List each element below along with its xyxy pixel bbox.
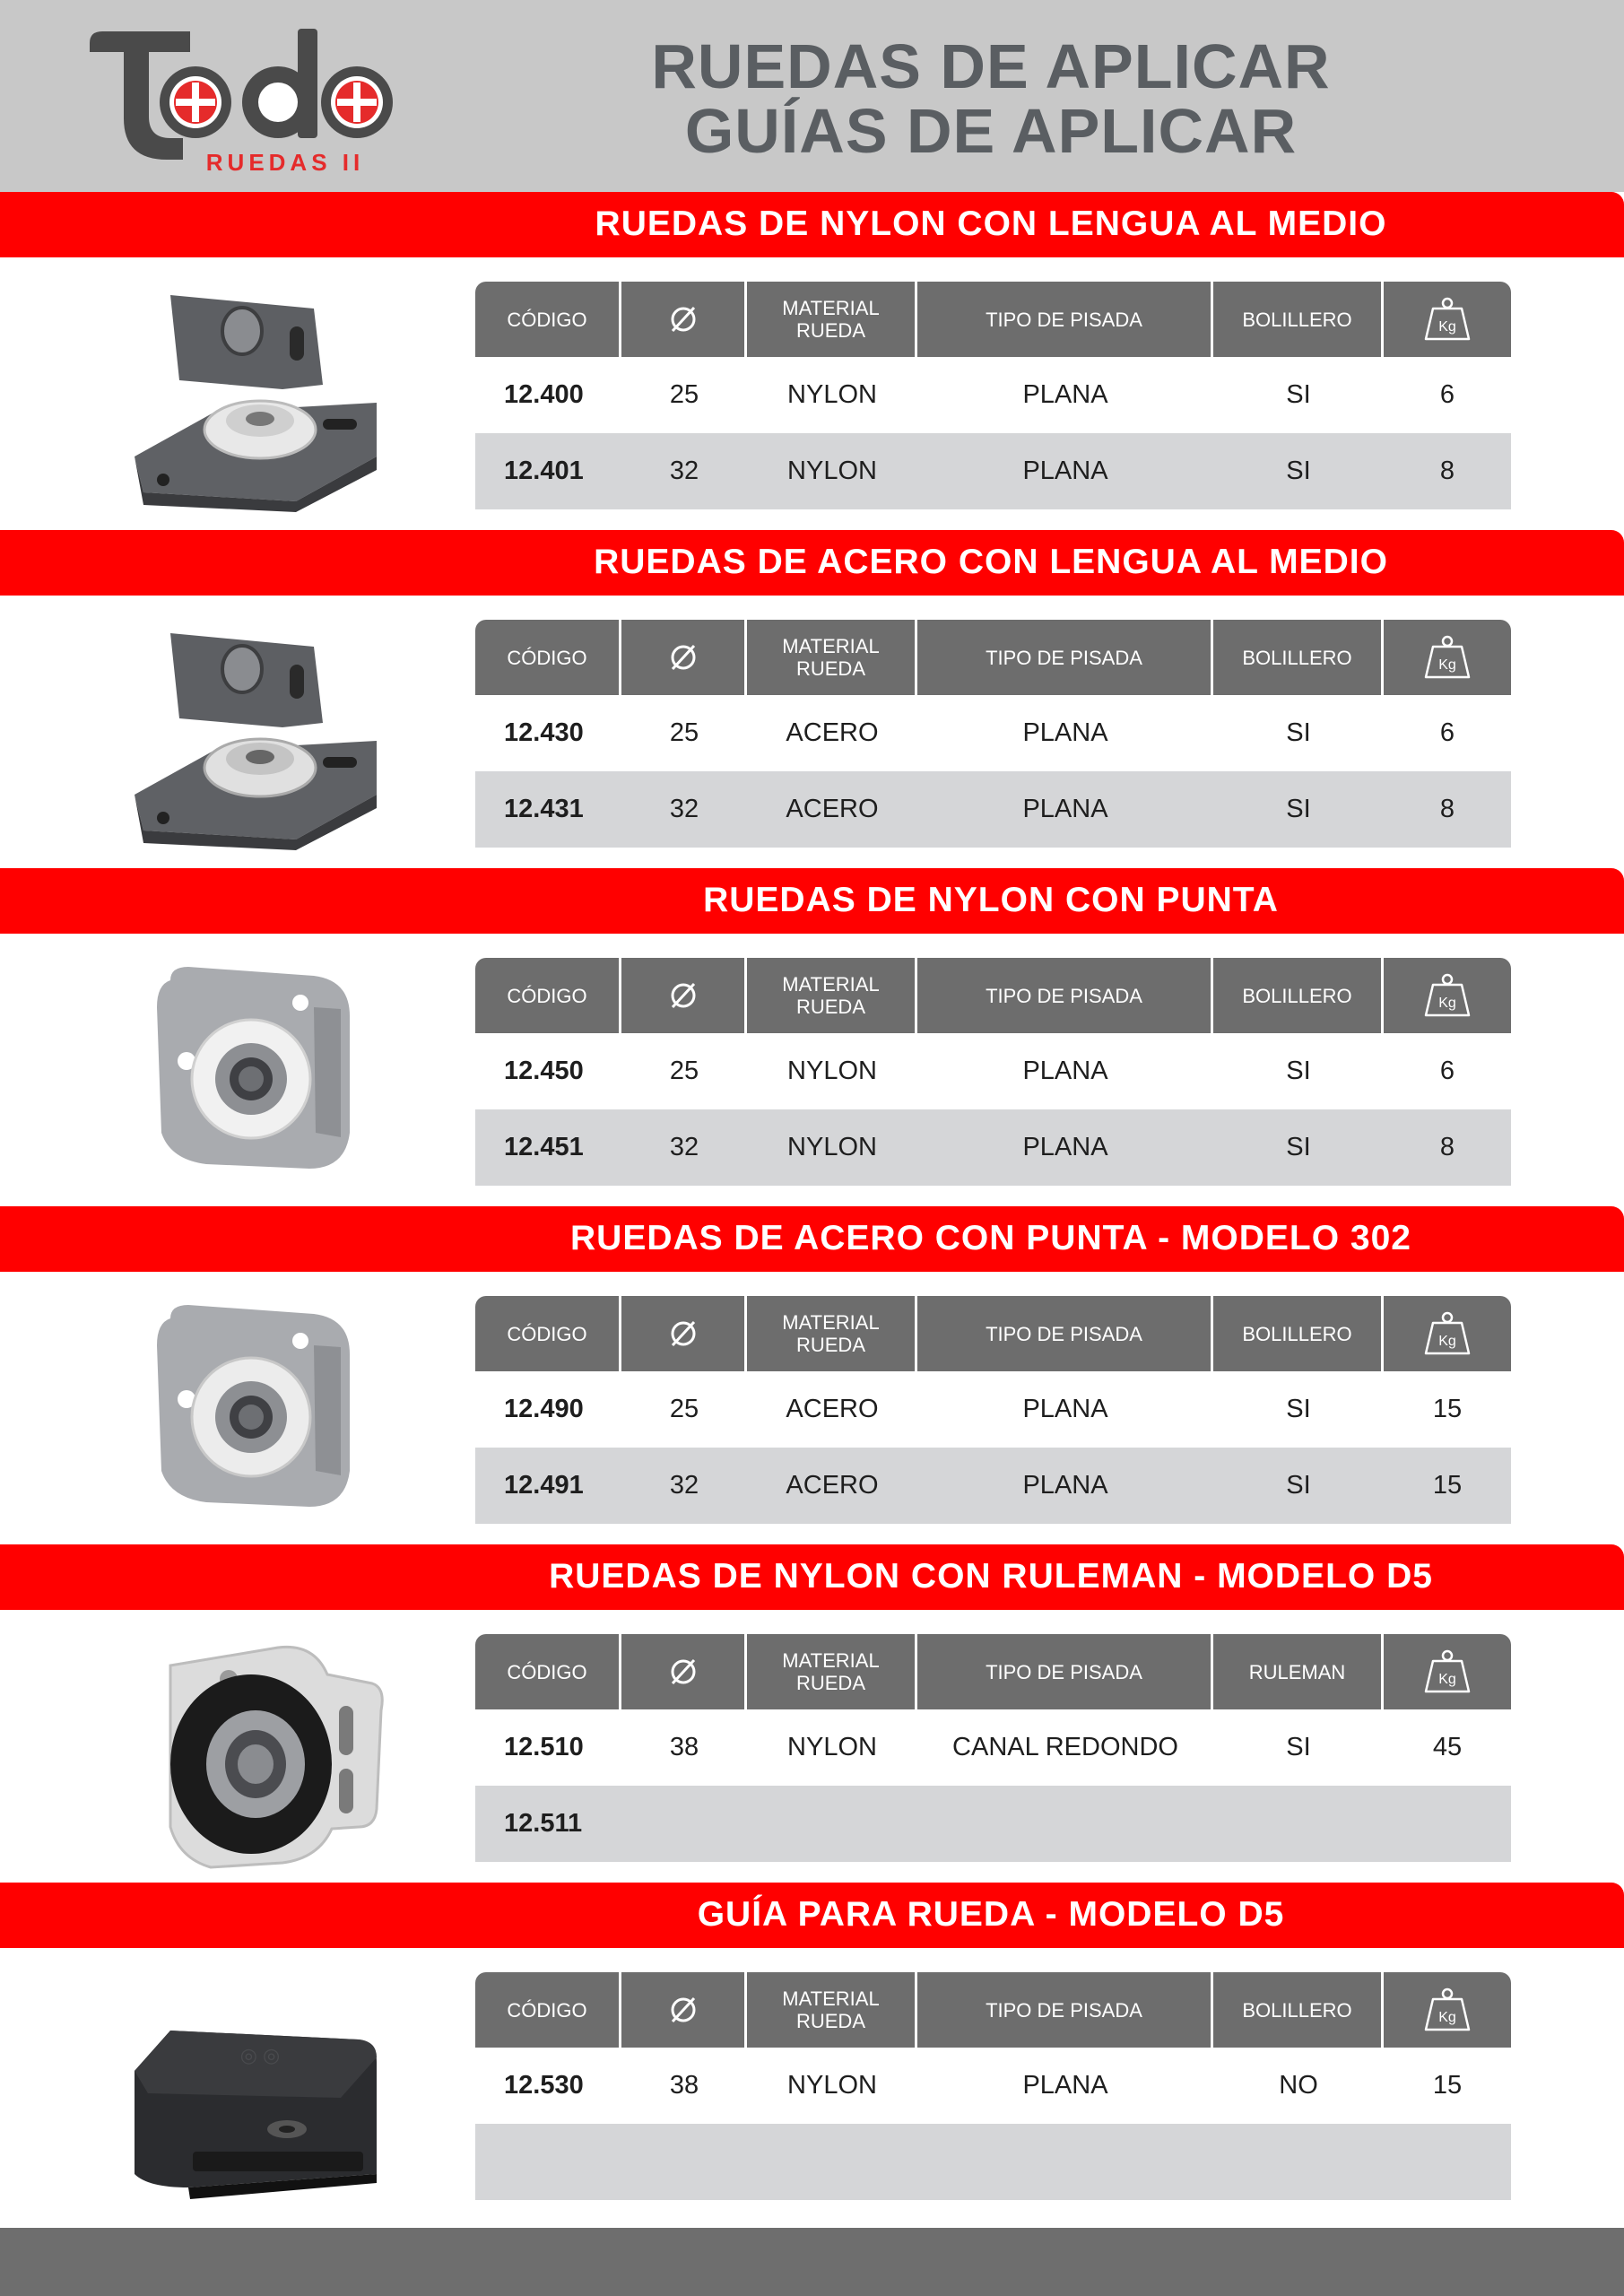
header-codigo: CÓDIGO	[475, 620, 621, 695]
cell-diametro: 25	[669, 718, 699, 747]
cell-material: NYLON	[787, 1057, 877, 1085]
cell-diametro: 38	[669, 1733, 699, 1761]
table-header	[475, 282, 1511, 357]
cell-codigo: 12.400	[504, 380, 584, 409]
cell-pisada: PLANA	[1022, 1471, 1108, 1500]
diameter-icon	[667, 1318, 699, 1350]
header-material-line2: RUEDA	[795, 1672, 865, 1694]
product-section	[0, 530, 1624, 868]
header-pisada: TIPO DE PISADA	[917, 1634, 1213, 1709]
cell-diametro: 25	[669, 380, 699, 409]
header-pisada: TIPO DE PISADA	[917, 1972, 1213, 2048]
spec-table	[475, 958, 1511, 1186]
header-pisada: TIPO DE PISADA	[917, 282, 1213, 357]
product-section	[0, 868, 1624, 1206]
cell-diametro: 32	[669, 795, 699, 823]
cell-kg: 8	[1439, 795, 1455, 823]
diameter-icon	[667, 1994, 699, 2026]
cell-kg: 8	[1439, 457, 1455, 485]
cell-bolillero	[1213, 1786, 1384, 1862]
cell-diametro: 32	[669, 1133, 699, 1161]
header-material	[747, 1296, 917, 1371]
header-material-line1: MATERIAL	[782, 297, 880, 319]
table-row	[475, 433, 1511, 509]
cell-bolillero: SI	[1286, 1057, 1311, 1085]
cell-codigo: 12.401	[504, 457, 584, 485]
diameter-icon	[667, 979, 699, 1012]
header-material-line1: MATERIAL	[782, 1987, 880, 2010]
cell-kg: 6	[1439, 1057, 1455, 1085]
section-title: RUEDAS DE ACERO CON PUNTA - MODELO 302	[570, 1219, 1411, 1257]
header-peso	[1384, 620, 1511, 695]
cell-codigo: 12.490	[504, 1395, 584, 1423]
header-material-line1: MATERIAL	[782, 973, 880, 996]
table-header	[475, 1972, 1511, 2048]
cell-pisada: PLANA	[1022, 1133, 1108, 1161]
cell-pisada: PLANA	[1022, 795, 1108, 823]
header-col5: BOLILLERO	[1213, 1296, 1384, 1371]
cell-diametro: 25	[669, 1395, 699, 1423]
cell-pisada: PLANA	[1022, 380, 1108, 409]
cell-bolillero: SI	[1286, 457, 1311, 485]
product-image	[108, 1630, 413, 1872]
kg-weight-icon	[1422, 634, 1472, 681]
kg-weight-icon	[1422, 972, 1472, 1019]
header-material-line2: RUEDA	[795, 2010, 865, 2032]
section-banner	[0, 530, 1624, 596]
header-material-line1: MATERIAL	[782, 635, 880, 657]
header-col5: BOLILLERO	[1213, 620, 1384, 695]
cell-pisada: PLANA	[1022, 2071, 1108, 2100]
cell-pisada: PLANA	[1022, 1057, 1108, 1085]
page-header	[0, 0, 1624, 192]
cell-codigo	[475, 2124, 621, 2200]
header-material	[747, 620, 917, 695]
svg-text:Kg: Kg	[1438, 2010, 1456, 2025]
header-diametro	[621, 620, 747, 695]
svg-text:Kg: Kg	[1438, 1334, 1456, 1349]
header-peso	[1384, 1296, 1511, 1371]
product-image	[108, 277, 413, 519]
cell-kg	[1384, 1786, 1511, 1862]
cell-material: ACERO	[786, 718, 879, 747]
section-banner	[0, 192, 1624, 257]
cell-material	[747, 2124, 917, 2200]
cell-codigo: 12.511	[504, 1809, 583, 1838]
cell-material: ACERO	[786, 1395, 879, 1423]
svg-text:RUEDAS II: RUEDAS II	[205, 149, 365, 176]
header-pisada: TIPO DE PISADA	[917, 620, 1213, 695]
cell-kg: 6	[1439, 380, 1455, 409]
header-diametro	[621, 282, 747, 357]
kg-weight-icon	[1422, 296, 1472, 343]
header-diametro	[621, 1972, 747, 2048]
cell-material: NYLON	[787, 380, 877, 409]
cell-diametro: 25	[669, 1057, 699, 1085]
header-diametro	[621, 1634, 747, 1709]
cell-material: NYLON	[787, 457, 877, 485]
title-line-1: RUEDAS DE APLICAR	[651, 31, 1331, 101]
table-row	[475, 771, 1511, 848]
header-material	[747, 1972, 917, 2048]
spec-table	[475, 1634, 1511, 1862]
cell-material: NYLON	[787, 1733, 877, 1761]
header-material	[747, 282, 917, 357]
spec-table	[475, 282, 1511, 509]
section-banner	[0, 868, 1624, 934]
table-row	[475, 2124, 1511, 2200]
cell-kg: 6	[1439, 718, 1455, 747]
cell-material: NYLON	[787, 1133, 877, 1161]
header-col5: BOLILLERO	[1213, 282, 1384, 357]
table-row	[475, 357, 1511, 433]
cell-bolillero: SI	[1286, 380, 1311, 409]
header-diametro	[621, 958, 747, 1033]
header-codigo: CÓDIGO	[475, 958, 621, 1033]
header-material	[747, 1634, 917, 1709]
table-row	[475, 1709, 1511, 1786]
cell-bolillero: SI	[1286, 718, 1311, 747]
cell-kg: 15	[1432, 1471, 1463, 1500]
section-title: RUEDAS DE ACERO CON LENGUA AL MEDIO	[594, 543, 1388, 581]
title-line-2: GUÍAS DE APLICAR	[684, 96, 1298, 166]
spec-table	[475, 620, 1511, 848]
cell-kg: 45	[1432, 1733, 1463, 1761]
table-row	[475, 2048, 1511, 2124]
spec-table	[475, 1296, 1511, 1524]
product-section	[0, 1544, 1624, 1883]
cell-pisada: PLANA	[1022, 718, 1108, 747]
table-row	[475, 1371, 1511, 1448]
product-image	[108, 1292, 413, 1534]
table-row	[475, 1033, 1511, 1109]
header-pisada: TIPO DE PISADA	[917, 1296, 1213, 1371]
header-material-line2: RUEDA	[795, 319, 865, 342]
cell-codigo: 12.491	[504, 1471, 584, 1500]
section-title: RUEDAS DE NYLON CON PUNTA	[703, 881, 1279, 919]
header-material-line1: MATERIAL	[782, 1311, 880, 1334]
cell-diametro: 38	[669, 2071, 699, 2100]
cell-pisada: PLANA	[1022, 457, 1108, 485]
cell-diametro: 32	[669, 457, 699, 485]
svg-text:Kg: Kg	[1438, 319, 1456, 335]
cell-bolillero: NO	[1279, 2071, 1318, 2100]
cell-codigo: 12.430	[504, 718, 584, 747]
cell-diametro	[621, 1786, 747, 1862]
product-image	[108, 1968, 413, 2210]
product-section	[0, 1206, 1624, 1544]
diameter-icon	[667, 1656, 699, 1688]
cell-bolillero	[1213, 2124, 1384, 2200]
header-material	[747, 958, 917, 1033]
section-banner	[0, 1883, 1624, 1948]
svg-text:Kg: Kg	[1438, 996, 1456, 1011]
table-row	[475, 1448, 1511, 1524]
cell-pisada: PLANA	[1022, 1395, 1108, 1423]
cell-diametro	[621, 2124, 747, 2200]
cell-bolillero: SI	[1286, 795, 1311, 823]
header-codigo: CÓDIGO	[475, 1972, 621, 2048]
svg-text:Kg: Kg	[1438, 657, 1456, 673]
cell-bolillero: SI	[1286, 1733, 1311, 1761]
svg-text:◎ ◎: ◎ ◎	[239, 2044, 281, 2066]
todo-ruedas-logo	[90, 27, 395, 179]
cell-codigo: 12.431	[504, 795, 584, 823]
svg-text:Kg: Kg	[1438, 1672, 1456, 1687]
product-section	[0, 1883, 1624, 2221]
header-peso	[1384, 1972, 1511, 2048]
header-peso	[1384, 282, 1511, 357]
header-col5: RULEMAN	[1213, 1634, 1384, 1709]
cell-kg	[1384, 2124, 1511, 2200]
kg-weight-icon	[1422, 1310, 1472, 1357]
header-codigo: CÓDIGO	[475, 1296, 621, 1371]
page-footer	[0, 2228, 1624, 2296]
cell-codigo: 12.530	[504, 2071, 584, 2100]
header-peso	[1384, 958, 1511, 1033]
cell-codigo: 12.450	[504, 1057, 584, 1085]
cell-material	[747, 1786, 917, 1862]
cell-pisada	[917, 1786, 1213, 1862]
spec-table	[475, 1972, 1511, 2200]
header-material-line2: RUEDA	[795, 657, 865, 680]
cell-kg: 8	[1439, 1133, 1455, 1161]
product-image	[108, 953, 413, 1196]
header-material-line2: RUEDA	[795, 1334, 865, 1356]
table-header	[475, 620, 1511, 695]
header-pisada: TIPO DE PISADA	[917, 958, 1213, 1033]
diameter-icon	[667, 641, 699, 674]
page-title	[484, 31, 1498, 166]
cell-material: ACERO	[786, 795, 879, 823]
cell-bolillero: SI	[1286, 1133, 1311, 1161]
table-row	[475, 695, 1511, 771]
diameter-icon	[667, 303, 699, 335]
section-title: RUEDAS DE NYLON CON LENGUA AL MEDIO	[595, 204, 1387, 243]
table-header	[475, 1634, 1511, 1709]
product-section	[0, 192, 1624, 530]
cell-kg: 15	[1432, 2071, 1463, 2100]
cell-bolillero: SI	[1286, 1395, 1311, 1423]
cell-diametro: 32	[669, 1471, 699, 1500]
kg-weight-icon	[1422, 1987, 1472, 2033]
header-peso	[1384, 1634, 1511, 1709]
header-col5: BOLILLERO	[1213, 958, 1384, 1033]
cell-kg: 15	[1432, 1395, 1463, 1423]
section-banner	[0, 1544, 1624, 1610]
table-row	[475, 1109, 1511, 1186]
cell-codigo: 12.451	[504, 1133, 584, 1161]
header-material-line2: RUEDA	[795, 996, 865, 1018]
cell-bolillero: SI	[1286, 1471, 1311, 1500]
section-title: GUÍA PARA RUEDA - MODELO D5	[697, 1895, 1285, 1934]
table-header	[475, 1296, 1511, 1371]
cell-pisada: CANAL REDONDO	[952, 1733, 1178, 1761]
section-title: RUEDAS DE NYLON CON RULEMAN - MODELO D5	[549, 1557, 1433, 1596]
header-material-line1: MATERIAL	[782, 1649, 880, 1672]
cell-material: NYLON	[787, 2071, 877, 2100]
table-row	[475, 1786, 1511, 1862]
header-diametro	[621, 1296, 747, 1371]
header-codigo: CÓDIGO	[475, 282, 621, 357]
kg-weight-icon	[1422, 1648, 1472, 1695]
cell-pisada	[917, 2124, 1213, 2200]
cell-material: ACERO	[786, 1471, 879, 1500]
cell-codigo: 12.510	[504, 1733, 584, 1761]
table-header	[475, 958, 1511, 1033]
section-banner	[0, 1206, 1624, 1272]
product-image	[108, 615, 413, 857]
header-codigo: CÓDIGO	[475, 1634, 621, 1709]
header-col5: BOLILLERO	[1213, 1972, 1384, 2048]
